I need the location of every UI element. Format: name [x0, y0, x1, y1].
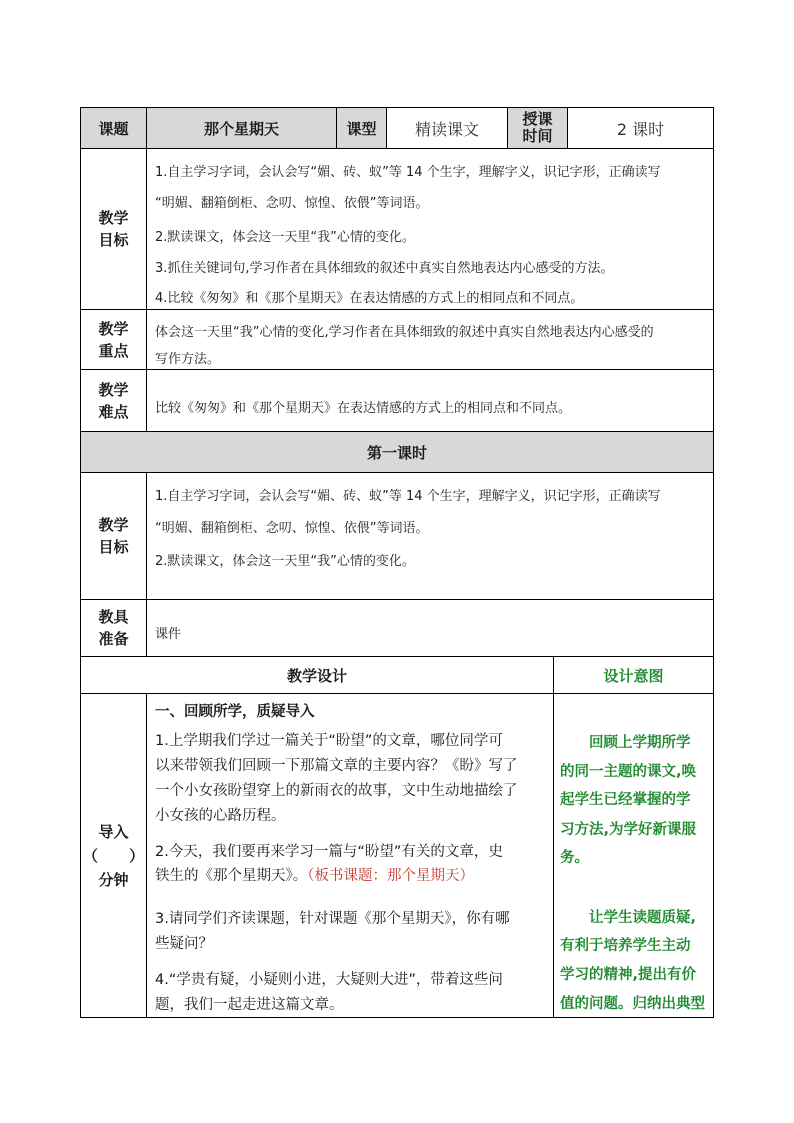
design-line-5: 2.今天，我们要再来学习一篇与“盼望”有关的文章，史	[155, 844, 503, 860]
difficulties-label-line-2: 难点	[98, 402, 129, 421]
design-content	[146, 693, 554, 1018]
time-label-line-2: 时间	[522, 127, 553, 145]
design-line-1: 1.上学期我们学过一篇关于“盼望”的文章，哪位同学可	[155, 733, 503, 749]
intent-line-5: 务。	[560, 850, 589, 866]
intent-line-7: 有利于培养学生主动	[560, 938, 691, 954]
keypoints-label	[80, 309, 147, 370]
materials-label	[80, 599, 147, 657]
intent-line-9: 值的问题。归纳出典型	[560, 996, 705, 1012]
goals-label	[80, 148, 147, 310]
design-line-10: 题，我们一起走进这篇文章。	[155, 997, 344, 1013]
lesson-goals-content	[146, 472, 714, 600]
keypoints-label-line-2: 重点	[98, 341, 129, 360]
intent-header: 设计意图	[553, 656, 714, 694]
time-label	[507, 107, 568, 149]
goals-content	[146, 148, 714, 310]
difficulties-label-line-1: 教学	[98, 380, 129, 399]
intent-line-8: 学习的精神,提出有价	[560, 967, 697, 983]
materials-label-line-1: 教具	[98, 608, 129, 626]
design-line-2: 以来带领我们回顾一下那篇文章的主要内容？《盼》写了	[155, 758, 518, 774]
intent-line-4: 习方法,为学好新课服	[560, 822, 697, 838]
lesson-goals-label-line-2: 目标	[98, 538, 129, 556]
difficulties-text: 比较《匆匆》和《那个星期天》在表达情感的方式上的相同点和不同点。	[155, 401, 572, 416]
goals-label-line-1: 教学	[98, 209, 129, 227]
lesson-goals-line-1: 1.自主学习字词，会认会写“媚、砖、蚁”等 14 个生字，理解字义，识记字形，正确读写	[155, 489, 661, 504]
lesson-goals-label	[80, 472, 147, 600]
design-line-4: 小女孩的心路历程。	[155, 808, 286, 824]
type-label: 课型	[336, 107, 387, 149]
keypoints-line-2: 写作方法。	[155, 352, 221, 367]
design-header: 教学设计	[80, 656, 554, 694]
phase-label	[80, 693, 147, 1018]
keypoints-label-line-1: 教学	[98, 319, 129, 338]
goals-line-1: 1.自主学习字词，会认会写“媚、砖、蚁”等 14 个生字，理解字义，识记字形，正确读写	[155, 165, 661, 180]
design-line-6-text: 铁生的《那个星期天》。	[155, 868, 308, 884]
topic-value: 那个星期天	[146, 107, 337, 149]
keypoints-content	[146, 309, 714, 370]
design-line-8: 些疑问？	[155, 936, 213, 952]
intent-line-2: 的同一主题的课文,唤	[560, 764, 697, 780]
board-note: （板书课题：那个星期天）	[307, 868, 474, 884]
section-title: 一、回顾所学，质疑导入	[155, 704, 315, 720]
goals-line-5: 4.比较《匆匆》和《那个星期天》在表达情感的方式上的相同点和不同点。	[155, 291, 584, 306]
difficulties-label	[80, 369, 147, 432]
intent-line-1: 回顾上学期所学	[560, 735, 691, 751]
lesson-goals-label-line-1: 教学	[98, 516, 129, 534]
phase-label-line-3: 分钟	[98, 870, 129, 889]
design-line-7: 3.请同学们齐读课题，针对课题《那个星期天》，你有哪	[155, 911, 510, 927]
type-value: 精读课文	[386, 107, 508, 149]
lesson-goals-line-3: 2.默读课文，体会这一天里“我”心情的变化。	[155, 554, 415, 569]
intent-line-3: 起学生已经掌握的学	[560, 792, 691, 808]
topic-label: 课题	[80, 107, 147, 149]
goals-line-2: “明媚、翻箱倒柜、念叨、惊惶、依偎”等词语。	[155, 196, 429, 211]
phase-label-line-1: 导入	[98, 822, 129, 841]
time-label-line-1: 授课	[522, 110, 553, 128]
materials-text: 课件	[155, 627, 182, 642]
goals-line-4: 3.抓住关键词句,学习作者在具体细致的叙述中真实自然地表达内心感受的方法。	[155, 261, 614, 276]
materials-label-line-2: 准备	[98, 630, 129, 648]
lesson-goals-line-2: “明媚、翻箱倒柜、念叨、惊惶、依偎”等词语。	[155, 521, 429, 536]
lesson-one-title: 第一课时	[80, 431, 714, 473]
materials-content	[146, 599, 714, 657]
design-line-6	[155, 864, 549, 889]
time-value: 2 课时	[567, 107, 714, 149]
goals-label-line-2: 目标	[98, 231, 129, 249]
phase-label-line-2: （ ）	[82, 846, 145, 865]
goals-line-3: 2.默读课文，体会这一天里“我”心情的变化。	[155, 230, 415, 245]
intent-content	[553, 693, 714, 1018]
difficulties-content	[146, 369, 714, 432]
design-line-3: 一个小女孩盼望穿上的新雨衣的故事，文中生动地描绘了	[155, 783, 518, 799]
intent-line-6: 让学生读题质疑,	[560, 910, 697, 926]
keypoints-line-1: 体会这一天里“我”心情的变化,学习作者在具体细致的叙述中真实自然地表达内心感受的	[155, 325, 654, 340]
design-line-9: 4.“学贵有疑，小疑则小进，大疑则大进”，带着这些问	[155, 972, 503, 988]
